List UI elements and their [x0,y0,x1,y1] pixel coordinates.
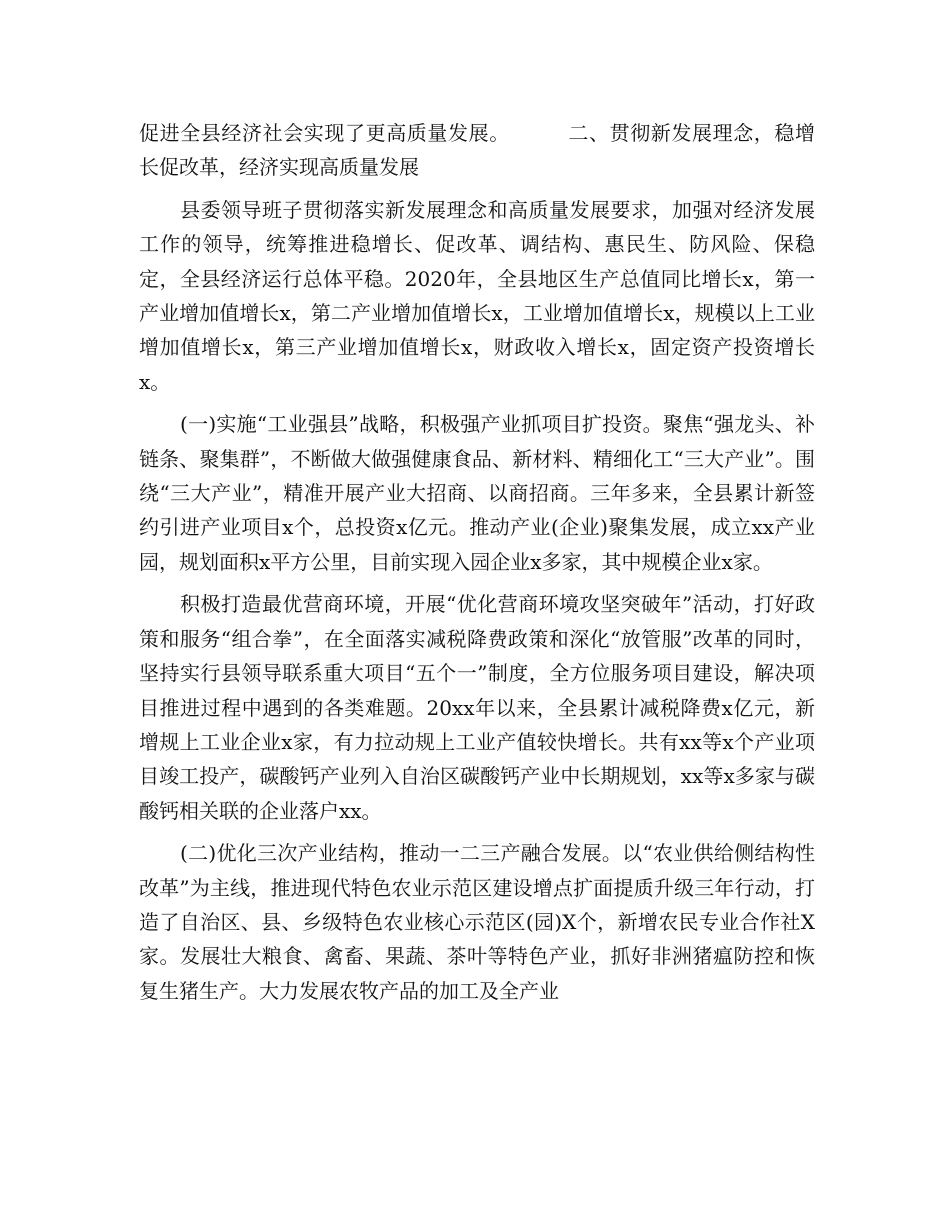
paragraph-business-environment: 积极打造最优营商环境，开展“优化营商环境攻坚突破年”活动，打好政策和服务“组合拳”，在全面落实减税降费政策和深化“放管服”改革的同时，坚持实行县领导联系重大项目“五个一”制度，全方位服务项目建设，解决项目推进过程中遇到的各类难题。20xx年以来，全县累计减税降费x亿元，新增规上工业企业x家，有力拉动规上工业产值较快增长。共有xx等x个产业项目竣工投产，碳酸钙产业列入自治区碳酸钙产业中长期规划，xx等x多家与碳酸钙相关联的企业落户xx。 [139,592,815,823]
paragraph-industrial-structure: (二)优化三次产业结构，推动一二三产融合发展。以“农业供给侧结构性改革”为主线，推进现代特色农业示范区建设增点扩面提质升级三年行动，打造了自治区、县、乡级特色农业核心示范区(园)X个，新增农民专业合作社X家。发展壮大粮食、禽畜、果蔬、茶叶等特色产业，抓好非洲猪瘟防控和恢复生猪生产。大力发展农牧产品的加工及全产业 [139,841,815,1003]
section-heading-two: 二、贯彻新发展理念，稳增长促改革，经济实现高质量发展 [139,121,816,180]
paragraph-intro-and-heading [139,116,815,185]
paragraph-industry-strategy: (一)实施“工业强县”战略，积极强产业抓项目扩投资。聚焦“强龙头、补链条、聚集群”，不断做大做强健康食品、新材料、精细化工“三大产业”。围绕“三大产业”，精准开展产业大招商、以商招商。三年多来，全县累计新签约引进产业项目x个，总投资x亿元。推动产业(企业)聚集发展，成立xx产业园，规划面积x平方公里，目前实现入园企业x多家，其中规模企业x家。 [139,412,815,574]
paragraph-intro-text: 促进全县经济社会实现了更高质量发展。 [139,121,510,145]
paragraph-economic-overview: 县委领导班子贯彻落实新发展理念和高质量发展要求，加强对经济发展工作的领导，统筹推进稳增长、促改革、调结构、惠民生、防风险、保稳定，全县经济运行总体平稳。2020年，全县地区生产总值同比增长x，第一产业增加值增长x，第二产业增加值增长x，工业增加值增长x，规模以上工业增加值增长x，第三产业增加值增长x，财政收入增长x，固定资产投资增长x。 [139,197,815,394]
